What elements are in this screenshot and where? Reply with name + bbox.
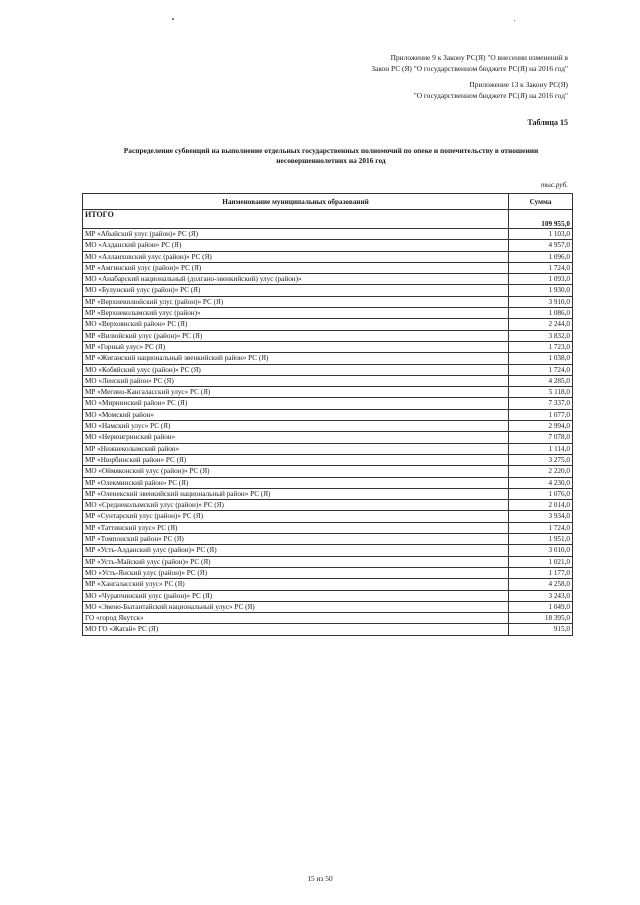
subsidy-amount: 1 096,0 bbox=[509, 251, 573, 262]
subsidy-amount: 4 230,0 bbox=[509, 477, 573, 488]
municipality-name: МО «Аллаиховский улус (район)» РС (Я) bbox=[83, 251, 509, 262]
table-row bbox=[83, 601, 573, 612]
table-row bbox=[83, 522, 573, 533]
municipality-name: МР «Таттинский улус» РС (Я) bbox=[83, 522, 509, 533]
total-label: ИТОГО bbox=[83, 210, 509, 229]
municipality-name: МР «Жиганский национальный эвенкийский район» РС (Я) bbox=[83, 353, 509, 364]
municipality-name: МО «Намский улус» РС (Я) bbox=[83, 421, 509, 432]
subsidy-amount: 1 093,0 bbox=[509, 274, 573, 285]
subsidy-amount: 3 910,0 bbox=[509, 296, 573, 307]
municipality-name: МР «Нижнеколымский район» bbox=[83, 443, 509, 454]
table-row bbox=[83, 353, 573, 364]
subsidy-amount: 2 220,0 bbox=[509, 466, 573, 477]
table-row bbox=[83, 488, 573, 499]
table-row bbox=[83, 613, 573, 624]
subsidy-amount: 915,0 bbox=[509, 624, 573, 635]
municipality-name: МР «Нюрбинский район» РС (Я) bbox=[83, 454, 509, 465]
table-row bbox=[83, 421, 573, 432]
municipality-name: МО «Эвено-Бытантайский национальный улус» РС (Я) bbox=[83, 601, 509, 612]
subsidy-amount: 1 177,0 bbox=[509, 567, 573, 578]
subsidy-amount: 7 337,0 bbox=[509, 398, 573, 409]
scan-speck bbox=[514, 20, 515, 21]
table-row bbox=[83, 466, 573, 477]
municipality-name: ГО «город Якутск» bbox=[83, 613, 509, 624]
subsidy-amount: 2 244,0 bbox=[509, 319, 573, 330]
municipality-name: МО «Алданский район» РС (Я) bbox=[83, 240, 509, 251]
table-row bbox=[83, 511, 573, 522]
municipality-name: МО «Нерюнгринский район» bbox=[83, 432, 509, 443]
subsidy-amount: 3 010,0 bbox=[509, 545, 573, 556]
table-row bbox=[83, 567, 573, 578]
appendix-line-4: "О государственном бюджете РС(Я) на 2016 год" bbox=[413, 91, 568, 100]
municipality-name: МР «Сунтарский улус (район)» РС (Я) bbox=[83, 511, 509, 522]
subsidy-amount: 1 114,0 bbox=[509, 443, 573, 454]
subsidy-amount: 1 951,0 bbox=[509, 534, 573, 545]
subsidy-amount: 1 724,0 bbox=[509, 364, 573, 375]
table-row bbox=[83, 285, 573, 296]
municipality-name: МР «Абыйский улус (район)» РС (Я) bbox=[83, 229, 509, 240]
table-row bbox=[83, 545, 573, 556]
scan-speck bbox=[172, 18, 174, 20]
municipality-name: МО «Верхоянский район» РС (Я) bbox=[83, 319, 509, 330]
subsidy-amount: 3 243,0 bbox=[509, 590, 573, 601]
table-row bbox=[83, 319, 573, 330]
table-row bbox=[83, 387, 573, 398]
table-number: Таблица 15 bbox=[527, 118, 568, 127]
table-row bbox=[83, 330, 573, 341]
table-row bbox=[83, 409, 573, 420]
table-row bbox=[83, 375, 573, 386]
subsidy-amount: 1 103,0 bbox=[509, 229, 573, 240]
subsidy-amount: 1 021,0 bbox=[509, 556, 573, 567]
table-row bbox=[83, 274, 573, 285]
municipality-name: МР «Горный улус» РС (Я) bbox=[83, 341, 509, 352]
page-number: 15 из 50 bbox=[307, 874, 333, 883]
subsidy-amount: 4 285,0 bbox=[509, 375, 573, 386]
appendix-note-2 bbox=[414, 79, 568, 101]
appendix-line-3: Приложение 13 к Закону РС(Я) bbox=[469, 80, 568, 89]
table-row bbox=[83, 262, 573, 273]
municipality-name: МР «Усть-Алданский улус (район)» РС (Я) bbox=[83, 545, 509, 556]
municipality-name: МО «Кобяйский улус (район)» РС (Я) bbox=[83, 364, 509, 375]
subsidy-amount: 18 395,0 bbox=[509, 613, 573, 624]
subsidy-amount: 5 118,0 bbox=[509, 387, 573, 398]
table-row bbox=[83, 556, 573, 567]
column-header-amount: Сумма bbox=[509, 194, 573, 210]
table-row bbox=[83, 454, 573, 465]
total-row bbox=[83, 210, 573, 229]
municipality-name: МО «Анабарский национальный (долгано-эвенкийский) улус (район)» bbox=[83, 274, 509, 285]
table-row bbox=[83, 341, 573, 352]
municipality-name: МР «Оленекский эвенкийский национальный район» РС (Я) bbox=[83, 488, 509, 499]
municipality-name: МР «Мегино-Кангаласский улус» РС (Я) bbox=[83, 387, 509, 398]
municipality-name: МР «Вилюйский улус (район)» РС (Я) bbox=[83, 330, 509, 341]
table-header-row bbox=[83, 194, 573, 210]
subsidy-amount: 1 930,0 bbox=[509, 285, 573, 296]
municipality-name: МР «Олекминский район» РС (Я) bbox=[83, 477, 509, 488]
subsidy-amount: 2 014,0 bbox=[509, 500, 573, 511]
subsidy-amount: 4 258,0 bbox=[509, 579, 573, 590]
table-row bbox=[83, 308, 573, 319]
table-row bbox=[83, 296, 573, 307]
table-row bbox=[83, 229, 573, 240]
table-row bbox=[83, 590, 573, 601]
subsidy-amount: 1 077,0 bbox=[509, 409, 573, 420]
municipality-name: МО «Оймяконский улус (район)» РС (Я) bbox=[83, 466, 509, 477]
subsidy-amount: 2 994,0 bbox=[509, 421, 573, 432]
title-line-2: несовершеннолетних на 2016 год bbox=[276, 156, 386, 165]
table-row bbox=[83, 432, 573, 443]
subsidy-amount: 3 832,0 bbox=[509, 330, 573, 341]
subsidy-amount: 3 934,0 bbox=[509, 511, 573, 522]
municipality-name: МО «Ленский район» РС (Я) bbox=[83, 375, 509, 386]
table-row bbox=[83, 534, 573, 545]
subsidy-amount: 1 076,0 bbox=[509, 488, 573, 499]
municipality-name: МР «Томпонский район» РС (Я) bbox=[83, 534, 509, 545]
table-row bbox=[83, 364, 573, 375]
table-row bbox=[83, 500, 573, 511]
document-title bbox=[96, 146, 566, 166]
municipality-name: МО «Чурапчинский улус (район)» РС (Я) bbox=[83, 590, 509, 601]
subsidy-amount: 1 086,0 bbox=[509, 308, 573, 319]
table-row bbox=[83, 477, 573, 488]
appendix-line-2: Закон РС (Я) "О государственном бюджете РС(Я) на 2016 год" bbox=[371, 64, 568, 73]
subsidy-amount: 1 038,0 bbox=[509, 353, 573, 364]
subsidy-amount: 1 723,0 bbox=[509, 341, 573, 352]
table-row bbox=[83, 251, 573, 262]
subsidy-amount: 1 724,0 bbox=[509, 522, 573, 533]
subsidy-table bbox=[82, 193, 573, 636]
municipality-name: МО «Момский район» bbox=[83, 409, 509, 420]
municipality-name: МР «Амгинский улус (район)» РС (Я) bbox=[83, 262, 509, 273]
appendix-note bbox=[371, 52, 568, 74]
municipality-name: МО «Усть-Янский улус (район)» РС (Я) bbox=[83, 567, 509, 578]
unit-label: тыс.руб. bbox=[540, 181, 568, 189]
appendix-line-1: Приложение 9 к Закону РС(Я) "О внесении изменений в bbox=[390, 53, 568, 62]
column-header-name: Наименование муниципальных образований bbox=[83, 194, 509, 210]
municipality-name: МР «Верхневилюйский улус (район)» РС (Я) bbox=[83, 296, 509, 307]
table-row bbox=[83, 579, 573, 590]
subsidy-amount: 3 275,0 bbox=[509, 454, 573, 465]
subsidy-amount: 7 078,0 bbox=[509, 432, 573, 443]
table-row bbox=[83, 398, 573, 409]
subsidy-amount: 1 049,0 bbox=[509, 601, 573, 612]
table-row bbox=[83, 624, 573, 635]
municipality-name: МО «Булунский улус (район)» РС (Я) bbox=[83, 285, 509, 296]
municipality-name: МР «Усть-Майский улус (район)» РС (Я) bbox=[83, 556, 509, 567]
municipality-name: МО «Среднеколымский улус (район)» РС (Я) bbox=[83, 500, 509, 511]
municipality-name: МО «Мирнинский район» РС (Я) bbox=[83, 398, 509, 409]
municipality-name: МР «Хангаласский улус» РС (Я) bbox=[83, 579, 509, 590]
municipality-name: МО ГО «Жатай» РС (Я) bbox=[83, 624, 509, 635]
title-line-1: Распределение субвенций на выполнение отдельных государственных полномочий по опеке и попечительству в отношении bbox=[123, 146, 539, 155]
subsidy-amount: 4 957,0 bbox=[509, 240, 573, 251]
subsidy-amount: 1 724,0 bbox=[509, 262, 573, 273]
total-amount: 109 955,0 bbox=[509, 210, 573, 229]
table-row bbox=[83, 443, 573, 454]
table-row bbox=[83, 240, 573, 251]
municipality-name: МР «Верхнеколымский улус (район)» bbox=[83, 308, 509, 319]
